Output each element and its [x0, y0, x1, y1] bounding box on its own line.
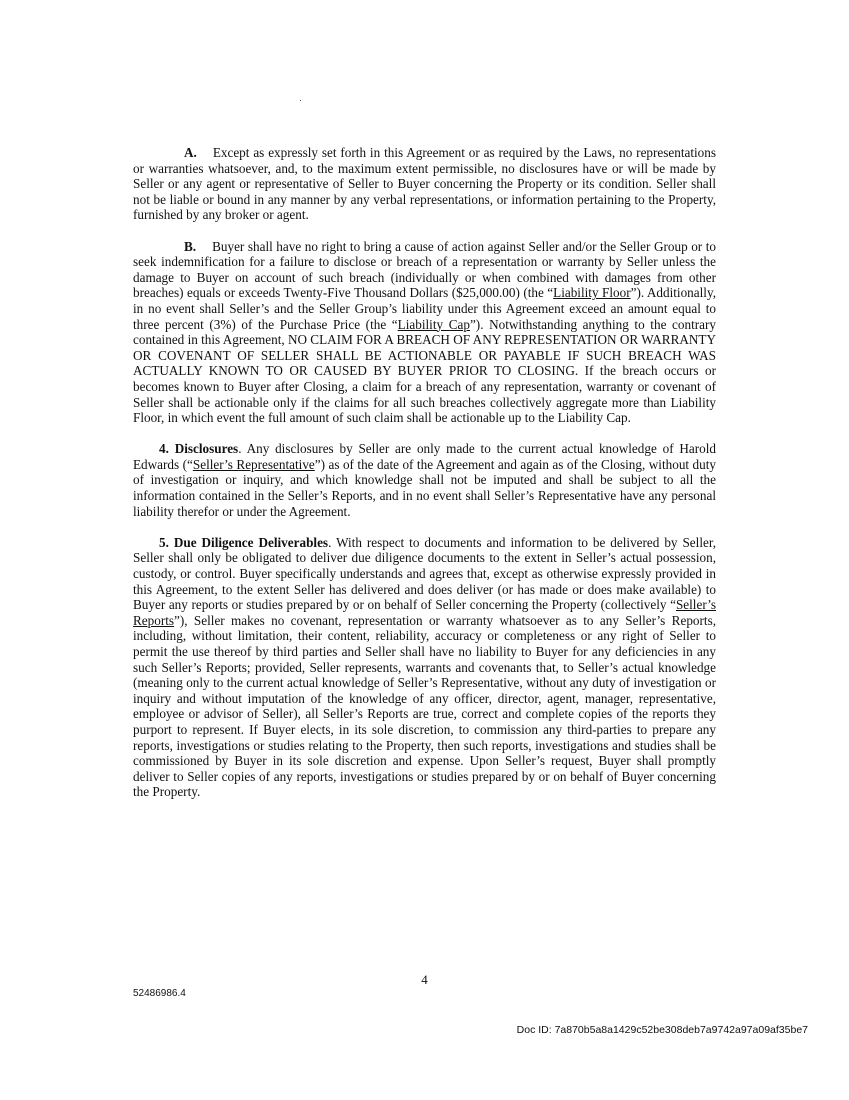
section-5-due-diligence: [133, 535, 716, 800]
paragraph-b-text-3: ”). Notwithstanding anything to the contrary contained in this Agreement, NO CLAIM FOR A BREACH OF ANY REPRESENTATION OR WARRANTY OR COVENANT OF SELLER SHALL BE ACTIONABLE OR PAYABLE IF SUCH BREACH WAS ACTUALLY KNOWN TO OR CAUSED BY BUYER PRIOR TO CLOSING. If the breach occurs or becomes known to Buyer after Closing, a claim for a breach of any representation, warranty or covenant of Seller shall be actionable only if the claims for all such breaches collectively aggregate more than Liability Floor, in which event the full amount of such claim shall be actionable up to the Liability Cap.: [133, 316, 716, 426]
section-5-text-1: . With respect to documents and information to be delivered by Seller, Seller shall only be obligated to deliver due diligence documents to the extent in Seller’s actual possession, custody, or control. Buyer specifically understands and agrees that, except as otherwise expressly provided in this Agreement, to the extent Seller has delivered and does deliver (or has made or does make available) to Buyer any reports or studies prepared by or on behalf of Seller concerning the Property (collectively “: [133, 534, 716, 613]
paragraph-a-text: Except as expressly set forth in this Agreement or as required by the Laws, no representations or warranties whatsoever, and, to the maximum extent permissible, no disclosures have or will be made by Seller or any agent or representative of Seller to Buyer concerning the Property or its condition. Seller shall not be liable or bound in any manner by any verbal representations, or information pertaining to the Property, furnished by any broker or agent.: [133, 145, 716, 223]
document-number: 52486986.4: [133, 988, 186, 999]
paragraph-b-label: B.: [184, 238, 197, 254]
doc-id-stamp: Doc ID: 7a870b5a8a1429c52be308deb7a9742a97a09af35be7: [516, 1024, 808, 1036]
paragraph-a: [133, 145, 716, 223]
defined-term-sellers-representative: Seller’s Representative: [192, 456, 315, 472]
document-body: [133, 145, 716, 816]
section-5-text-2: ”), Seller makes no covenant, representation or warranty whatsoever as to any Seller’s Reports, including, without limitation, their content, reliability, accuracy or completeness or any right of Seller to permit the use thereof by third parties and Seller shall have no liability to Buyer for any deficiencies in any such Seller’s Reports; provided, Seller represents, warrants and covenants that, to Seller’s actual knowledge (meaning only to the current actual knowledge of Seller’s Representative, without any duty of investigation or inquiry and without imputation of the knowledge of any officer, director, agent, manager, representative, employee or advisor of Seller), all Seller’s Reports are true, correct and complete copies of the reports they purport to represent. If Buyer elects, in its sole discretion, to commission any third-parties to prepare any reports, investigations or studies relating to the Property, then such reports, investigations and studies shall be commissioned by Buyer in its sole discretion and expense. Upon Seller’s request, Buyer shall promptly deliver to Seller copies of any reports, investigations or studies prepared by or on behalf of Buyer concerning the Property.: [133, 612, 716, 800]
defined-term-liability-cap: Liability Cap: [397, 316, 470, 332]
paragraph-b: [133, 239, 716, 426]
paragraph-a-label: A.: [184, 145, 197, 160]
page-number: 4: [421, 972, 428, 987]
section-4-disclosures: [133, 441, 716, 519]
stray-mark: [300, 100, 301, 101]
section-5-heading: 5. Due Diligence Deliverables: [159, 534, 329, 550]
section-4-text-2: ”) as of the date of the Agreement and again as of the Closing, without duty of investigation or inquiry, and which knowledge shall not be imputed and shall be subject to all the information contained in the Seller’s Reports, and in no event shall Seller’s Representative have any personal liability therefor or under the Agreement.: [133, 456, 717, 519]
section-4-text-1: . Any disclosures by Seller are only made to the current actual knowledge of Harold Edwards (“: [133, 441, 717, 472]
defined-term-sellers-reports: Seller’s Reports: [133, 597, 716, 628]
paragraph-b-text-2: ”). Additionally, in no event shall Seller’s and the Seller Group’s liability under this Agreement exceed an amount equal to three percent (3%) of the Purchase Price (the “: [133, 285, 716, 332]
defined-term-liability-floor: Liability Floor: [553, 285, 631, 301]
paragraph-b-text-1: Buyer shall have no right to bring a cause of action against Seller and/or the Seller Group or to seek indemnification for a failure to disclose or breach of a representation or warranty by Seller unless the damage to Buyer on account of such breach (individually or when combined with damages from other breaches) equals or exceeds Twenty-Five Thousand Dollars ($25,000.00) (the “: [133, 238, 716, 301]
section-4-heading: 4. Disclosures: [159, 441, 239, 457]
